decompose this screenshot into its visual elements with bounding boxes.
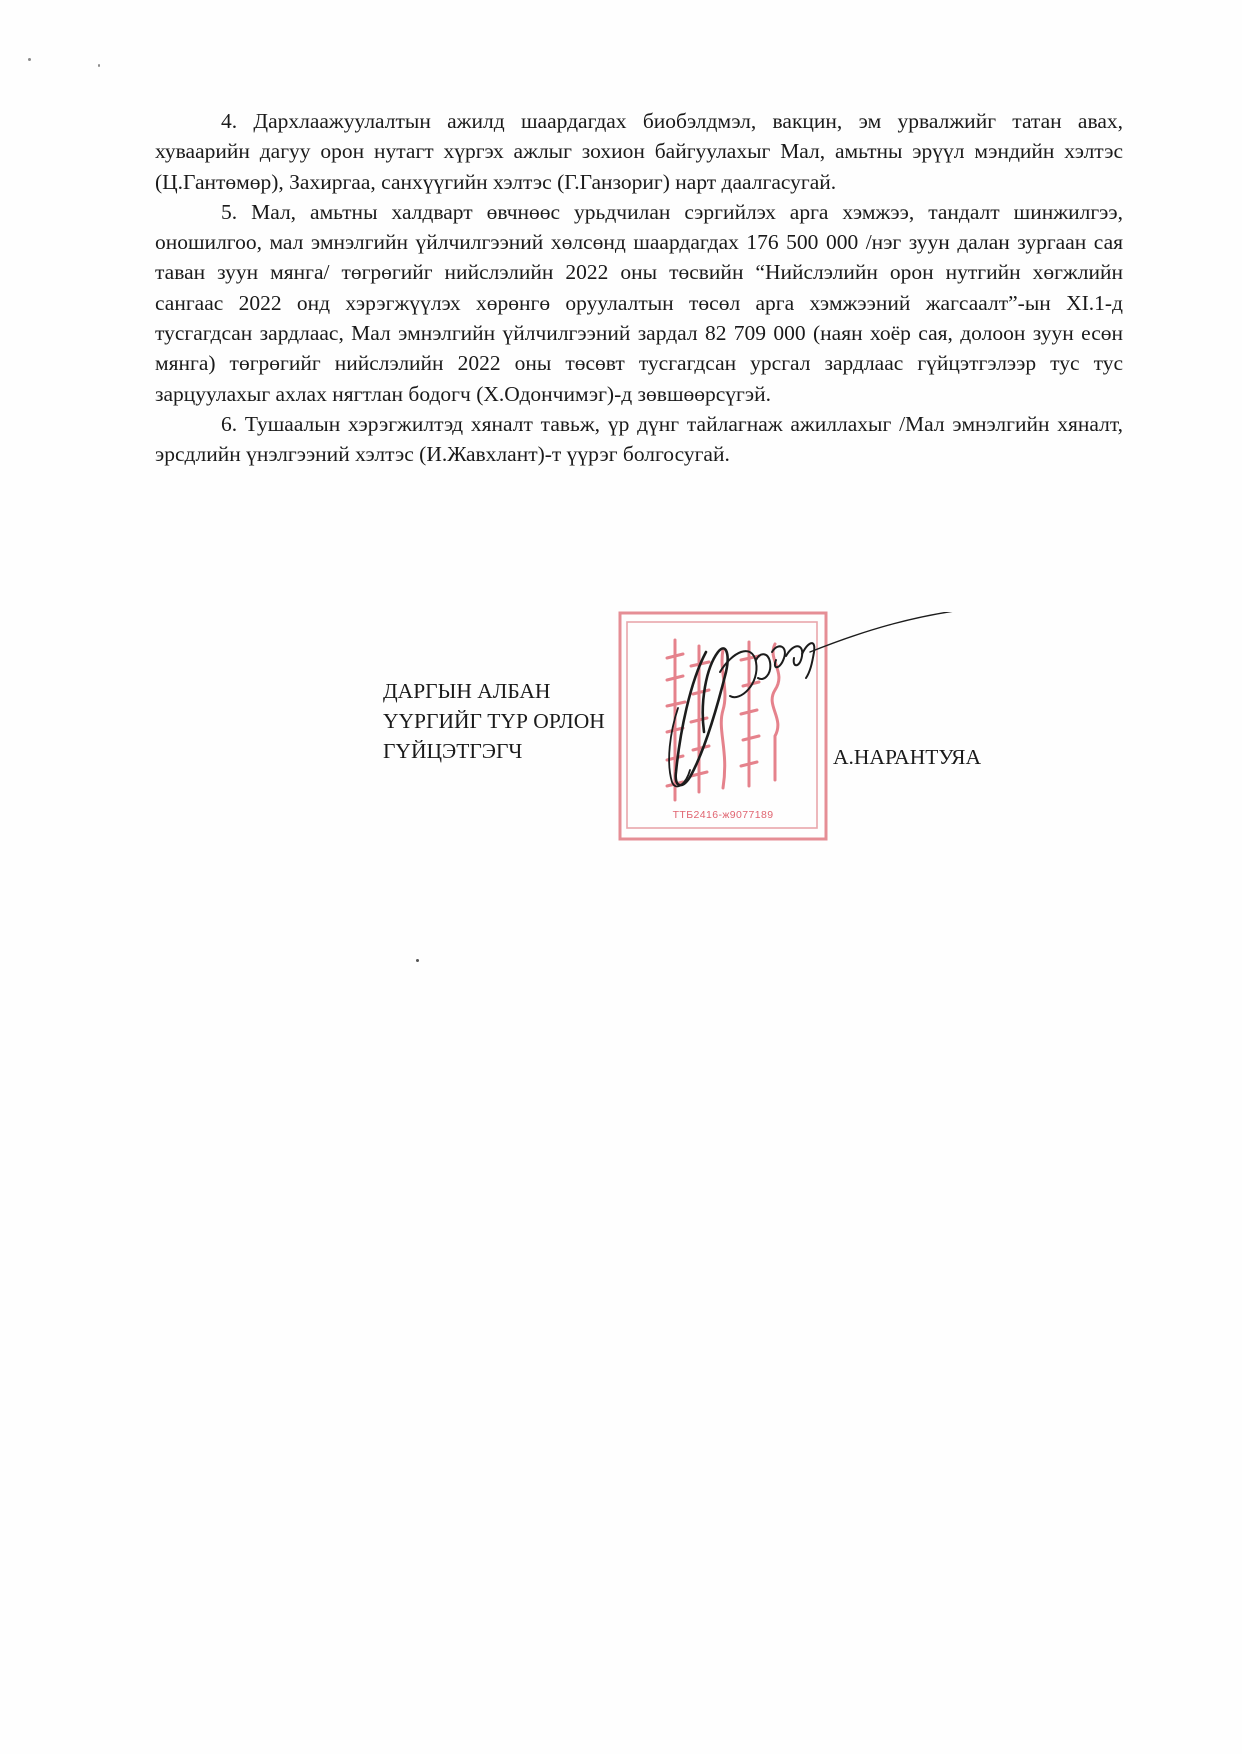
signer-position-line: ҮҮРГИЙГ ТҮР ОРЛОН <box>383 709 605 733</box>
scan-speck <box>416 959 419 962</box>
signer-position-line: ДАРГЫН АЛБАН <box>383 679 551 703</box>
signer-position <box>383 676 605 766</box>
order-body <box>155 106 1123 470</box>
paragraph-item-6: 6. Тушаалын хэрэгжилтэд хяналт тавьж, үр дүнг тайлагнаж ажиллахыг /Мал эмнэлгийн хяналт, эрсдлийн үнэлгээний хэлтэс (И.Жавхлант)-т үүрэг болгосугай. <box>155 411 1123 467</box>
signer-position-line: ГҮЙЦЭТГЭГЧ <box>383 739 523 763</box>
scan-speck <box>98 64 100 67</box>
stamp-code: ТТБ2416-ж9077189 <box>672 809 774 821</box>
paragraph-item-5: 5. Мал, амьтны халдварт өвчнөөс урьдчилан сэргийлэх арга хэмжээ, тандалт шинжилгээ, оношилгоо, мал эмнэлгийн үйлчилгээний хөлсөнд шаардагдах 176 500 000 /нэг зуун далан зургаан сая таван зуун мянга/ төгрөгийг нийслэлийн 2022 оны төсвийн “Нийслэлийн орон нутгийн хөгжлийн сангаас 2022 онд хэрэгжүүлэх хөрөнгө оруулалтын төсөл арга хэмжээний жагсаалт”-ын XI.1-д тусгагдсан зардлаас, Мал эмнэлгийн үйлчилгээний зардал 82 709 000 (наян хоёр сая, долоон зуун есөн мянга) төгрөгийг нийслэлийн 2022 оны төсөвт тусгагдсан урсгал зардлаас гүйцэтгэлээр тус тус зарцуулахыг ахлах нягтлан бодогч (Х.Одончимэг)-д зөвшөөрсүгэй. <box>155 199 1123 406</box>
paragraph-item-4: 4. Дархлаажуулалтын ажилд шаардагдах биобэлдмэл, вакцин, эм урвалжийг татан авах, хуваарийн дагуу орон нутагт хүргэх ажлыг зохион байгуулахыг Мал, амьтны эрүүл мэндийн хэлтэс (Ц.Гантөмөр), Захиргаа, санхүүгийн хэлтэс (Г.Ганзориг) нарт даалгасугай. <box>155 109 1123 194</box>
scan-speck <box>28 58 31 61</box>
signer-name: А.НАРАНТУЯА <box>833 745 982 769</box>
